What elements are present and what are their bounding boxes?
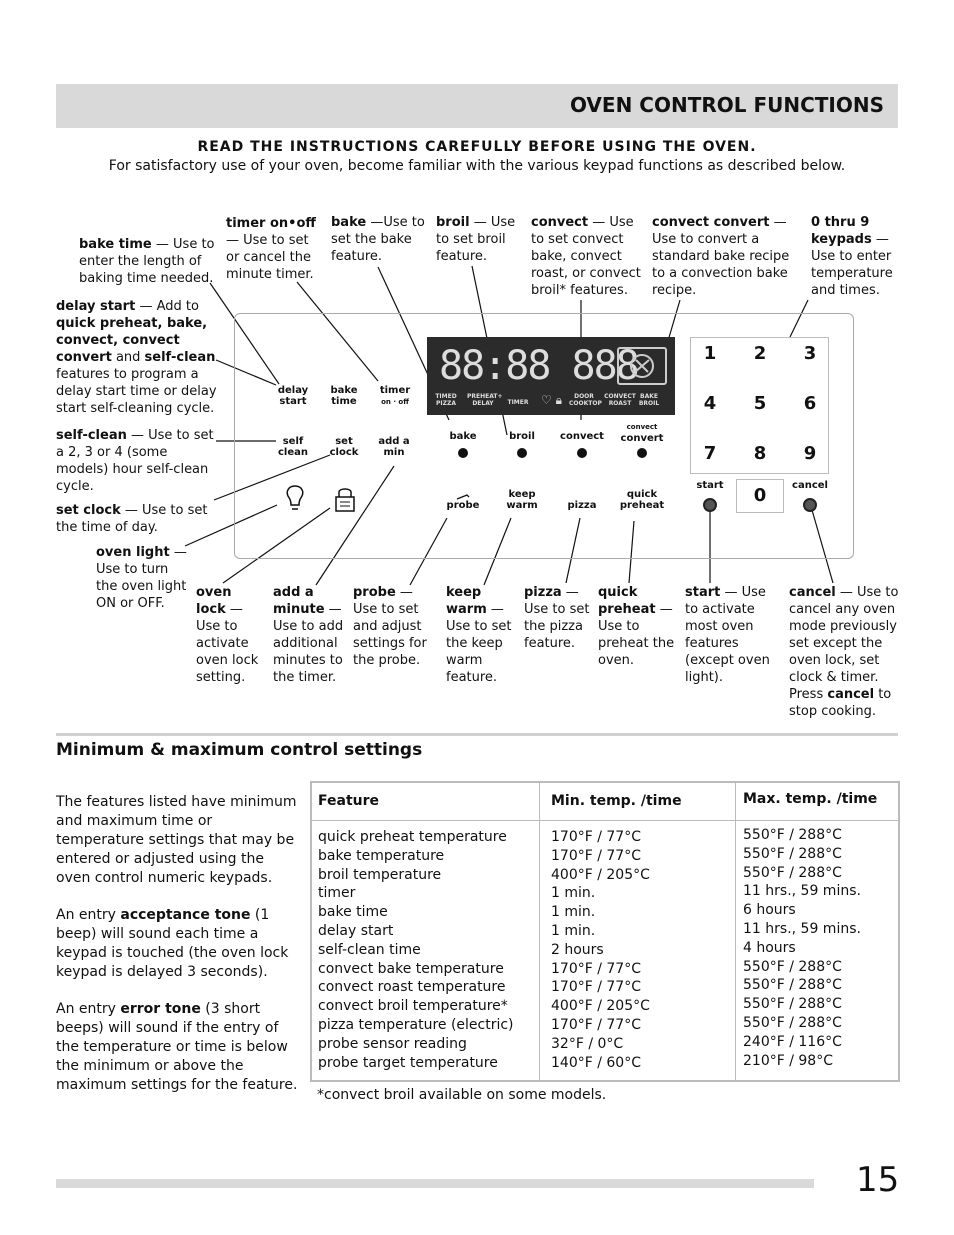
table-cell: 550°F / 288°C <box>743 977 842 994</box>
set-clock-button[interactable]: set clock <box>329 436 359 458</box>
bake-indicator <box>458 448 468 458</box>
table-col-min <box>545 783 735 1080</box>
display-label-bake-broil: BAKE BROIL <box>638 393 660 407</box>
callout-convect-convert: convect convert — Use to convert a standard bake recipe to a convection bake recipe. <box>652 215 790 298</box>
callout-convect: convect — Use to set convect bake, convect roast, or convect broil* features. <box>531 215 641 298</box>
timer-button[interactable] <box>374 385 416 408</box>
table-cell: bake temperature <box>318 847 445 864</box>
key-0[interactable]: 0 <box>753 485 767 506</box>
table-footnote: *convect broil available on some models. <box>317 1087 607 1103</box>
intro-warning: READ THE INSTRUCTIONS CAREFULLY BEFORE USING THE OVEN. <box>197 139 757 155</box>
table-cell: 240°F / 116°C <box>743 1033 842 1050</box>
table-cell: convect bake temperature <box>318 960 504 977</box>
key-3[interactable]: 3 <box>803 343 817 364</box>
settings-table <box>310 781 900 1082</box>
table-cell: 400°F / 205°C <box>551 998 650 1015</box>
settings-para-3: An entry error tone (3 short beeps) will sound if the entry of the temperature or time is below the minimum or above the maximum settings for the feature. <box>56 1001 298 1093</box>
number-keypad <box>690 337 829 474</box>
settings-description <box>56 793 301 1113</box>
callout-keypads: 0 thru 9 keypads — Use to enter temperature and times. <box>811 215 893 298</box>
heart-lock-icon: ♡ 🔒︎ <box>541 393 562 407</box>
table-cell: 6 hours <box>743 902 796 919</box>
callout-cancel: cancel — Use to cancel any oven mode previously set except the oven lock, set clock & timer. Press cancel to stop cooking. <box>789 585 899 719</box>
table-cell: 1 min. <box>551 885 596 902</box>
callout-quick-preheat: quick preheat — Use to preheat the oven. <box>598 585 675 668</box>
table-cell: 32°F / 0°C <box>551 1035 624 1052</box>
cancel-indicator <box>803 498 817 512</box>
table-cell: delay start <box>318 922 394 939</box>
table-cell: 1 min. <box>551 904 596 921</box>
display-label-convect-roast: CONVECT ROAST <box>604 393 636 407</box>
table-cell: 2 hours <box>551 941 604 958</box>
callout-pizza: pizza — Use to set the pizza feature. <box>524 585 590 651</box>
convect-convert-button[interactable] <box>616 421 668 444</box>
max-list <box>737 818 897 1070</box>
key-7[interactable]: 7 <box>703 443 717 464</box>
min-list <box>545 820 735 1072</box>
table-col-feature <box>312 783 539 1080</box>
pizza-button[interactable]: pizza <box>567 500 597 511</box>
display-label-timed-pizza: TIMED PIZZA <box>435 393 457 407</box>
callout-start: start — Use to activate most oven features (except oven light). <box>685 585 770 685</box>
keep-warm-button[interactable]: keep warm <box>506 489 538 511</box>
oven-fan-icon <box>617 347 667 385</box>
key-5[interactable]: 5 <box>753 393 767 414</box>
table-cell: 4 hours <box>743 939 796 956</box>
bake-time-button[interactable]: bake time <box>330 385 358 407</box>
settings-title: Minimum & maximum control settings <box>56 740 423 760</box>
key-8[interactable]: 8 <box>753 443 767 464</box>
table-cell: pizza temperature (electric) <box>318 1016 514 1033</box>
oven-light-icon[interactable] <box>283 484 307 516</box>
table-cell: 170°F / 77°C <box>551 829 641 845</box>
timer-label: timer <box>379 385 411 396</box>
footer-bar <box>56 1179 814 1188</box>
table-cell: 170°F / 77°C <box>551 1016 641 1033</box>
convect-indicator <box>577 448 587 458</box>
callout-probe: probe — Use to set and adjust settings for the probe. <box>353 585 427 668</box>
table-cell: 550°F / 288°C <box>743 845 842 862</box>
table-cell: bake time <box>318 904 388 921</box>
display-label-door-cooktop: DOOR COOKTOP <box>569 393 602 407</box>
table-col-divider-2 <box>735 783 736 1080</box>
settings-para-1: The features listed have minimum and maximum time or temperature settings that may be entered or adjusted using the oven control numeric keypads. <box>56 794 297 886</box>
table-header-feature: Feature <box>318 793 379 809</box>
table-cell: convect roast temperature <box>318 979 506 996</box>
convect-convert-label: convert <box>620 433 664 444</box>
table-header-min: Min. temp. /time <box>551 793 682 809</box>
callout-oven-lock: oven lock — Use to activate oven lock setting. <box>196 585 259 685</box>
key-9[interactable]: 9 <box>803 443 817 464</box>
table-cell: quick preheat temperature <box>318 829 507 845</box>
table-col-max <box>737 783 897 1080</box>
display-label-timer: TIMER <box>507 399 529 406</box>
page-number: 15 <box>856 1160 900 1200</box>
table-cell: 170°F / 77°C <box>551 847 641 864</box>
callout-set-clock: set clock — Use to set the time of day. <box>56 503 208 535</box>
callout-self-clean: self-clean — Use to set a 2, 3 or 4 (some models) hour self-clean cycle. <box>56 428 214 494</box>
start-button[interactable]: start <box>696 480 724 491</box>
table-cell: 140°F / 60°C <box>551 1054 641 1071</box>
bake-button[interactable]: bake <box>449 431 477 442</box>
broil-indicator <box>517 448 527 458</box>
oven-lock-icon[interactable] <box>333 485 357 517</box>
table-cell: 11 hrs., 59 mins. <box>743 920 861 937</box>
start-indicator <box>703 498 717 512</box>
table-cell: timer <box>318 885 356 902</box>
settings-para-2: An entry acceptance tone (1 beep) will sound each time a keypad is touched (the oven lock keypad is delayed 3 seconds). <box>56 907 289 980</box>
page-title: OVEN CONTROL FUNCTIONS <box>569 93 884 117</box>
table-cell: 550°F / 288°C <box>743 958 842 975</box>
table-col-divider-1 <box>539 783 540 1080</box>
table-cell: convect broil temperature* <box>318 998 508 1015</box>
intro-text: For satisfactory use of your oven, become familiar with the various keypad functions as described below. <box>108 158 846 174</box>
table-cell: probe sensor reading <box>318 1035 467 1052</box>
table-cell: self-clean time <box>318 941 421 958</box>
cancel-button[interactable]: cancel <box>792 480 828 491</box>
table-header-max: Max. temp. /time <box>743 791 878 807</box>
table-cell: 170°F / 77°C <box>551 960 641 977</box>
table-cell: 550°F / 288°C <box>743 864 842 881</box>
quick-preheat-button[interactable]: quick preheat <box>619 489 665 511</box>
table-cell: 1 min. <box>551 922 596 939</box>
callout-add-minute: add a minute — Use to add additional minutes to the timer. <box>273 585 344 685</box>
table-cell: 400°F / 205°C <box>551 866 650 883</box>
table-cell: 170°F / 77°C <box>551 979 641 996</box>
key-1[interactable]: 1 <box>703 343 717 364</box>
table-cell: 550°F / 288°C <box>743 996 842 1013</box>
callout-bake: bake —Use to set the bake feature. <box>331 215 425 264</box>
table-cell: broil temperature <box>318 866 442 883</box>
display-digits: 88:88 888 <box>439 343 638 389</box>
key-4[interactable]: 4 <box>703 393 717 414</box>
table-cell: 11 hrs., 59 mins. <box>743 883 861 900</box>
callout-bake-time: bake time — Use to enter the length of baking time needed. <box>79 237 215 286</box>
convect-button[interactable]: convect <box>560 431 604 442</box>
add-a-min-button[interactable]: add a min <box>378 436 410 458</box>
table-cell: probe target temperature <box>318 1054 498 1071</box>
section-divider <box>56 733 898 736</box>
feature-list <box>312 820 539 1072</box>
callout-broil: broil — Use to set broil feature. <box>436 215 516 264</box>
callout-keep-warm: keep warm — Use to set the keep warm feature. <box>446 585 512 685</box>
control-display <box>427 337 675 415</box>
broil-button[interactable]: broil <box>509 431 535 442</box>
timer-sub-label: on · off <box>381 398 409 406</box>
table-cell: 550°F / 288°C <box>743 827 842 843</box>
key-6[interactable]: 6 <box>803 393 817 414</box>
key-0-frame <box>736 479 784 513</box>
convect-convert-top-label: convect <box>626 423 658 431</box>
self-clean-button[interactable]: self clean <box>277 436 308 458</box>
table-cell: 210°F / 98°C <box>743 1052 833 1069</box>
display-label-preheat-delay: PREHEAT+ DELAY <box>467 393 503 407</box>
callout-oven-light: oven light — Use to turn the oven light ON or OFF. <box>96 545 187 611</box>
probe-button[interactable]: probe <box>446 500 480 511</box>
convect-convert-indicator <box>637 448 647 458</box>
callout-delay-start: delay start — Add to quick preheat, bake, convect, convect convert and self-clean features to program a delay start time or delay start self-cleaning cycle. <box>56 299 217 416</box>
delay-start-button[interactable]: delay start <box>277 385 309 407</box>
key-2[interactable]: 2 <box>753 343 767 364</box>
callout-timer: timer on•off — Use to set or cancel the minute timer. <box>226 216 316 282</box>
table-cell: 550°F / 288°C <box>743 1014 842 1031</box>
